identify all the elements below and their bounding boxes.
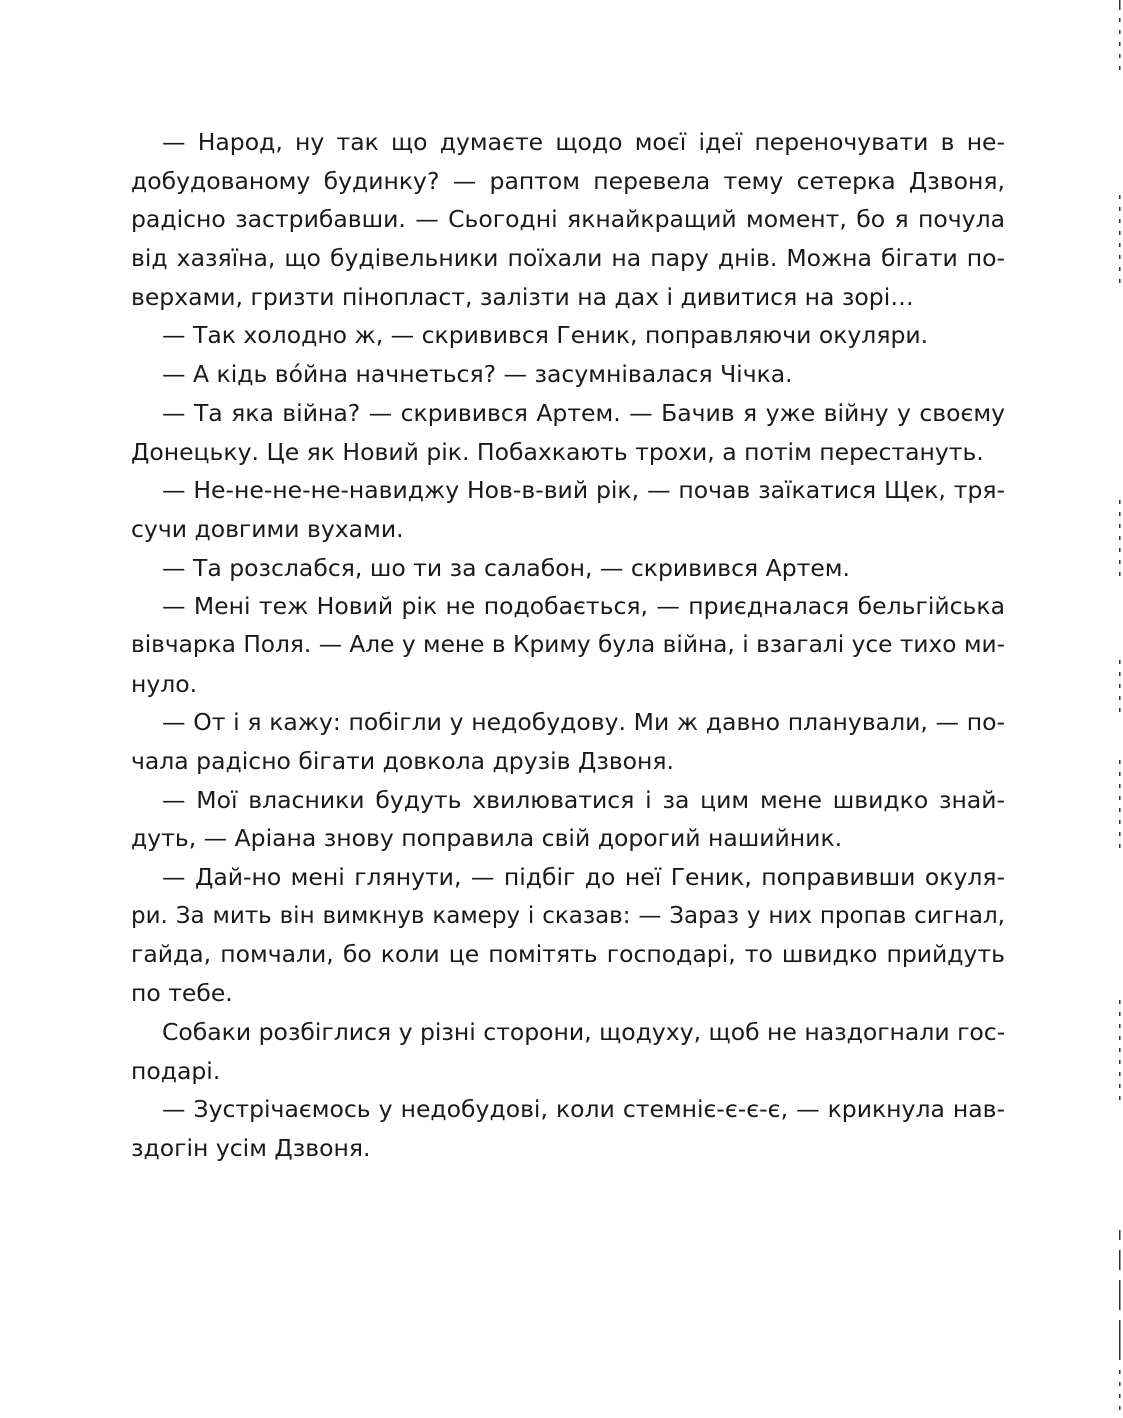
text-line: — Зустрічаємось у недобудові, коли стемніє-є-є-є, — крикнула нав- xyxy=(162,1095,1005,1124)
text-line: здогін усім Дзвоня. xyxy=(131,1133,371,1162)
text-line: Собаки розбіглися у різні сторони, щодуху, щоб не наздогнали гос- xyxy=(162,1017,1006,1046)
body-text xyxy=(131,123,1005,1168)
text-line: дуть, — Аріана знову поправила свій дорогий нашийник. xyxy=(131,824,843,853)
text-line: радісно застрибавши. — Сьогодні якнайкращий момент, бо я почула xyxy=(131,205,1005,234)
text-line: — От і я кажу: побігли у недобудову. Ми ж давно планували, — по- xyxy=(162,708,1005,737)
text-line: — А кідь во́йна начнеться? — засумнівалася Чічка. xyxy=(162,360,793,389)
text-line: — Та розслабся, шо ти за салабон, — скривився Артем. xyxy=(162,553,850,582)
text-line: — Дай-но мені глянути, — підбіг до неї Геник, поправивши окуля- xyxy=(162,863,1005,892)
text-line: нуло. xyxy=(131,669,198,698)
text-line: верхами, гризти пінопласт, залізти на дах і дивитися на зорі… xyxy=(131,282,914,311)
text-line: від хазяїна, що будівельники поїхали на пару днів. Можна бігати по- xyxy=(131,244,1005,273)
text-line: — Так холодно ж, — скривився Геник, поправляючи окуляри. xyxy=(162,321,929,350)
text-line: гайда, помчали, бо коли це помітять господарі, то швидко прийдуть xyxy=(131,940,1005,969)
text-line: — Мої власники будуть хвилюватися і за цим мене швидко знай- xyxy=(162,785,1005,814)
text-line: по тебе. xyxy=(131,979,233,1008)
text-line: — Мені теж Новий рік не подобається, — приєдналася бельгійська xyxy=(162,592,1005,621)
crop-marks xyxy=(1111,0,1123,1418)
text-line: — Та яка війна? — скривився Артем. — Бачив я уже війну у своєму xyxy=(162,398,1005,427)
text-line: — Народ, ну так що думаєте щодо моєї ідеї переночувати в не- xyxy=(162,128,1005,156)
text-line: добудованому будинку? — раптом перевела тему сетерка Дзвоня, xyxy=(131,166,1005,195)
text-line: ри. За мить він вимкнув камеру і сказав: — Зараз у них пропав сигнал, xyxy=(131,902,1005,929)
text-line: чала радісно бігати довкола друзів Дзвоня. xyxy=(131,747,675,775)
text-line: Донецьку. Це як Новий рік. Побахкають трохи, а потім перестануть. xyxy=(131,437,984,466)
text-line: вівчарка Поля. — Але у мене в Криму була війна, і взагалі усе тихо ми- xyxy=(131,630,1005,658)
text-line: — Не-не-не-не-навиджу Нов-в-вий рік, — почав заїкатися Щек, тря- xyxy=(162,476,1005,505)
text-line: подарі. xyxy=(131,1056,221,1085)
text-line: сучи довгими вухами. xyxy=(131,514,404,543)
